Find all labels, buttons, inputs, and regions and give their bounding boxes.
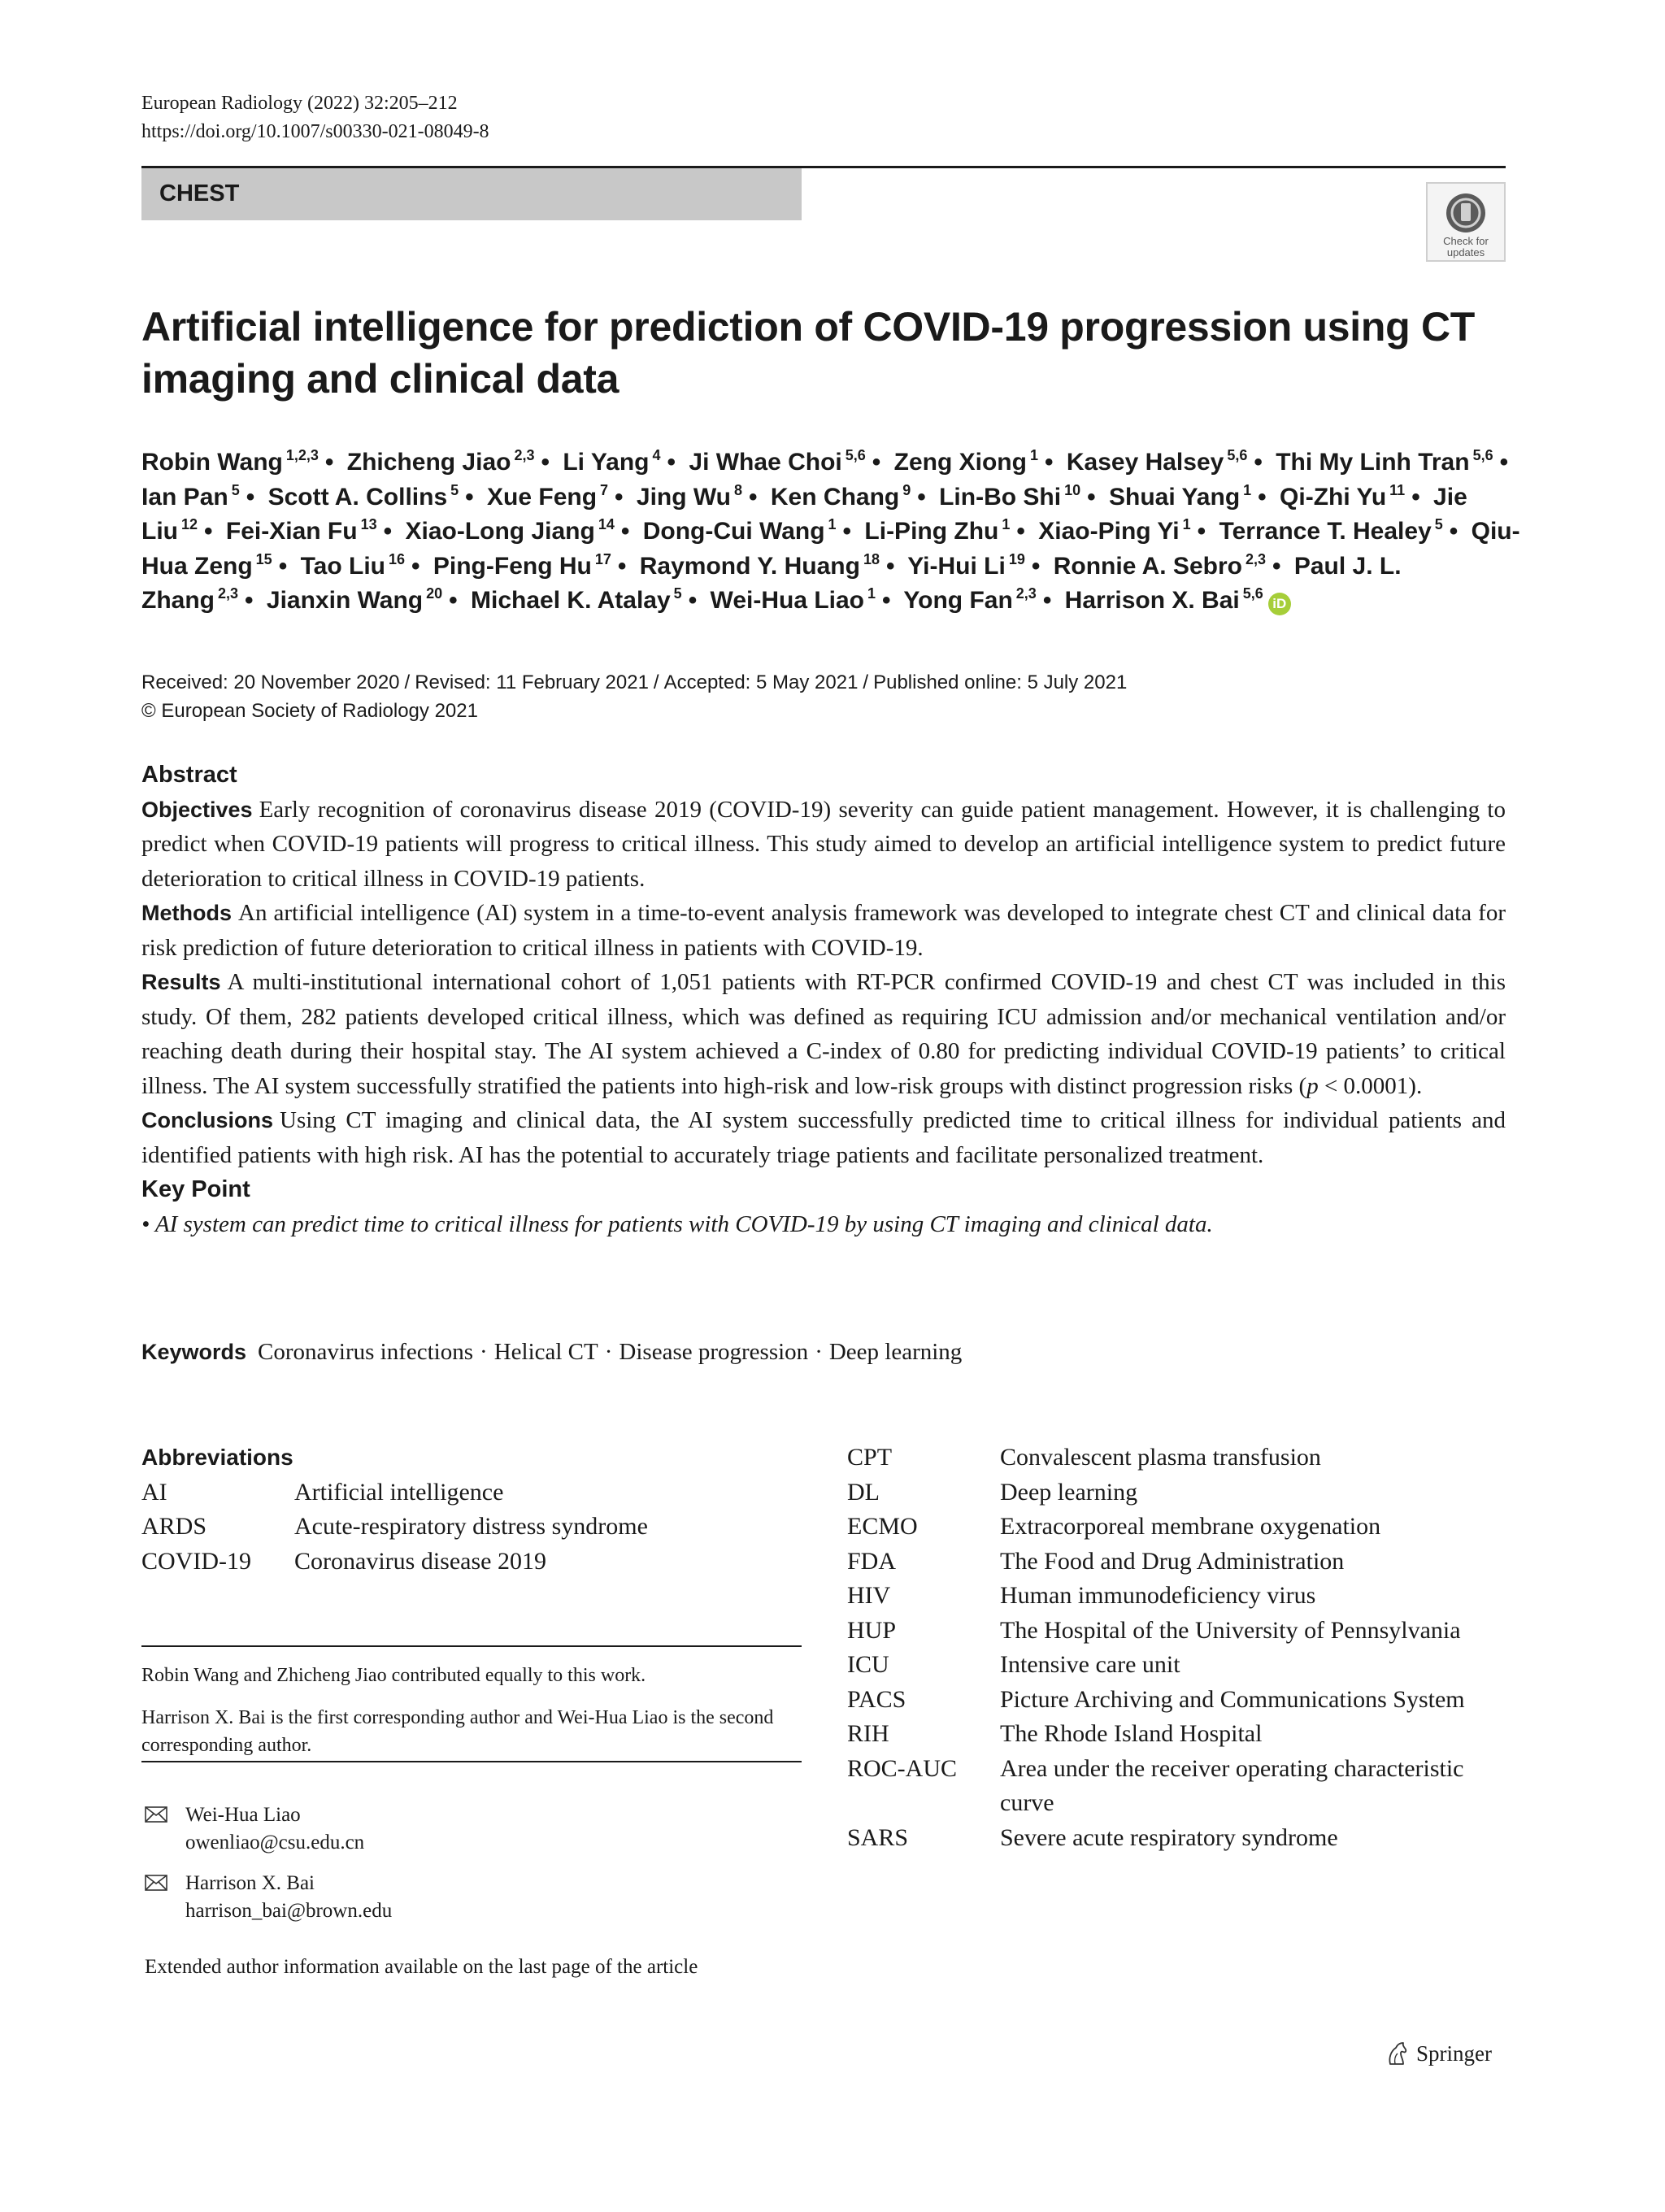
abbreviations-left bbox=[141, 1441, 808, 1579]
envelope-icon bbox=[145, 1806, 167, 1823]
abbreviation-definition: Area under the receiver operating characteristic curve bbox=[1000, 1754, 1464, 1816]
author-affiliation: 5,6 bbox=[1242, 585, 1263, 602]
springer-horse-icon bbox=[1384, 2040, 1411, 2067]
abstract bbox=[141, 758, 1506, 1241]
author-affiliation: 5,6 bbox=[1227, 447, 1248, 463]
author-separator: • bbox=[204, 518, 213, 545]
doi-link[interactable]: https://doi.org/10.1007/s00330-021-08049-8 bbox=[141, 121, 489, 142]
author-affiliation: 1 bbox=[867, 585, 876, 602]
keyword-separator: · bbox=[604, 1339, 613, 1365]
abbreviation-row bbox=[847, 1752, 1506, 1821]
author-separator: • bbox=[449, 587, 458, 615]
journal-citation bbox=[141, 89, 489, 146]
abbreviation-term: RIH bbox=[847, 1720, 889, 1747]
author-affiliation: 2,3 bbox=[1245, 550, 1266, 567]
abbreviation-row bbox=[847, 1441, 1506, 1475]
revised-date: Revised: 11 February 2021 bbox=[415, 671, 649, 693]
check-for-updates-text: Check for updates bbox=[1443, 235, 1489, 259]
keyword: Deep learning bbox=[828, 1339, 963, 1365]
author-separator: • bbox=[411, 552, 420, 580]
author-name: Jing Wu bbox=[636, 483, 732, 511]
copyright-notice: © European Society of Radiology 2021 bbox=[141, 700, 478, 722]
author-list bbox=[141, 445, 1524, 619]
author-separator: • bbox=[324, 449, 334, 476]
keyword-separator: · bbox=[480, 1339, 488, 1365]
abbreviation-term: SARS bbox=[847, 1823, 909, 1851]
author-name: Li Yang bbox=[563, 449, 650, 476]
author-separator: • bbox=[1031, 552, 1041, 580]
abbreviation-definition: Coronavirus disease 2019 bbox=[294, 1547, 546, 1575]
author-name: Ping-Feng Hu bbox=[433, 552, 592, 580]
abstract-objectives: Objectives Early recognition of coronavirus disease 2019 (COVID-19) severity can guide patient management. However, it is challenging to predict when COVID-19 patients will progress to critical illness. This study aimed to develop an artificial intelligence system to predict future deterioration to critical illness in COVID-19 patients. bbox=[141, 796, 1506, 892]
author-name: Jianxin Wang bbox=[266, 587, 424, 615]
abbreviations-heading: Abbreviations bbox=[141, 1445, 293, 1470]
contact-name: Wei-Hua Liao bbox=[185, 1804, 301, 1826]
abbreviation-term: CPT bbox=[847, 1444, 893, 1471]
author-name: Ken Chang bbox=[770, 483, 900, 511]
author-separator: • bbox=[620, 518, 630, 545]
author-separator: • bbox=[541, 449, 550, 476]
author-separator: • bbox=[1042, 587, 1052, 615]
author-name: Li-Ping Zhu bbox=[864, 518, 999, 545]
author-affiliation: 2,3 bbox=[218, 585, 239, 602]
author-affiliation: 17 bbox=[594, 550, 611, 567]
author-affiliation: 1 bbox=[1002, 516, 1011, 533]
article-title: Artificial intelligence for prediction of COVID-19 progression using CT imaging and clinical data bbox=[141, 304, 1476, 402]
journal-line: European Radiology (2022) 32:205–212 bbox=[141, 93, 458, 114]
author-affiliation: 1,2,3 bbox=[285, 447, 319, 463]
author-affiliation: 2,3 bbox=[514, 447, 535, 463]
author-affiliation: 5,6 bbox=[1472, 447, 1493, 463]
keyword: Helical CT bbox=[493, 1339, 598, 1365]
footnote-rule-top bbox=[141, 1645, 802, 1647]
author-separator: • bbox=[1044, 449, 1054, 476]
author-name: Qi-Zhi Yu bbox=[1280, 483, 1387, 511]
abstract-heading: Abstract bbox=[141, 762, 237, 788]
author-separator: • bbox=[278, 552, 288, 580]
author-affiliation: 7 bbox=[600, 481, 609, 498]
author-affiliation: 1 bbox=[1029, 447, 1038, 463]
author-separator: • bbox=[617, 552, 627, 580]
abbreviation-row bbox=[847, 1683, 1506, 1718]
abbreviations-right bbox=[847, 1441, 1506, 1855]
author-separator: • bbox=[917, 483, 926, 511]
author-separator: • bbox=[383, 518, 393, 545]
author-name: Yi-Hui Li bbox=[907, 552, 1006, 580]
abbreviation-term: PACS bbox=[847, 1685, 906, 1713]
author-name: Ian Pan bbox=[141, 483, 228, 511]
author-affiliation: 8 bbox=[734, 481, 743, 498]
abbreviation-definition: Picture Archiving and Communications System bbox=[1000, 1685, 1465, 1713]
author-separator: • bbox=[667, 449, 676, 476]
abbreviation-term: ROC-AUC bbox=[847, 1754, 958, 1782]
abbreviation-row bbox=[141, 1510, 808, 1545]
key-point-heading: Key Point bbox=[141, 1176, 250, 1202]
keywords-label: Keywords bbox=[141, 1340, 247, 1364]
abbreviation-term: DL bbox=[847, 1478, 880, 1506]
author-separator: • bbox=[1449, 518, 1459, 545]
author-name: Shuai Yang bbox=[1108, 483, 1241, 511]
author-name: Thi My Linh Tran bbox=[1276, 449, 1470, 476]
author-name: Wei-Hua Liao bbox=[710, 587, 865, 615]
abbreviation-definition: Deep learning bbox=[1000, 1478, 1138, 1506]
author-separator: • bbox=[1272, 552, 1281, 580]
extended-author-info: Extended author information available on the last page of the article bbox=[145, 1956, 698, 1978]
abstract-methods: Methods An artificial intelligence (AI) system in a time-to-event analysis framework was developed to integrate chest CT and clinical data for risk prediction of future deterioration to critical illness in patients with COVID-19. bbox=[141, 900, 1506, 961]
author-affiliation: 1 bbox=[1182, 516, 1191, 533]
abbreviation-definition: Intensive care unit bbox=[1000, 1651, 1180, 1678]
author-name: Michael K. Atalay bbox=[471, 587, 671, 615]
author-separator: • bbox=[885, 552, 895, 580]
author-affiliation: 5 bbox=[450, 481, 459, 498]
keyword-separator: · bbox=[815, 1339, 823, 1365]
author-separator: • bbox=[1197, 518, 1206, 545]
author-affiliation: 12 bbox=[181, 516, 198, 533]
abbreviation-definition: The Hospital of the University of Pennsylvania bbox=[1000, 1616, 1461, 1644]
abbreviation-row bbox=[847, 1510, 1506, 1545]
abbreviation-term: HUP bbox=[847, 1616, 897, 1644]
author-name: Paul J. L. Zhang bbox=[141, 552, 1402, 615]
check-for-updates-badge[interactable] bbox=[1426, 182, 1506, 262]
author-separator: • bbox=[245, 587, 254, 615]
author-affiliation: 15 bbox=[255, 550, 272, 567]
abbreviation-term: ICU bbox=[847, 1651, 889, 1678]
abbreviation-term: AI bbox=[141, 1478, 167, 1506]
author-separator: • bbox=[882, 587, 891, 615]
author-affiliation: 5 bbox=[673, 585, 682, 602]
abbreviation-definition: Extracorporeal membrane oxygenation bbox=[1000, 1513, 1381, 1540]
author-affiliation: 9 bbox=[902, 481, 911, 498]
author-affiliation: 19 bbox=[1008, 550, 1025, 567]
envelope-icon bbox=[145, 1875, 167, 1891]
section-bar bbox=[141, 168, 802, 220]
author-separator: • bbox=[688, 587, 698, 615]
author-name: Kasey Halsey bbox=[1066, 449, 1224, 476]
abstract-results: Results A multi-institutional international cohort of 1,051 patients with RT-PCR confirmed COVID-19 and chest CT was included in this study. Of them, 282 patients developed critical illness, which was defined as requiring ICU admission and/or mechanical ventilation and/or reaching death during their hospital stay. The AI system achieved a C-index of 0.80 for predicting individual COVID-19 patients’ to critical illness. The AI system successfully stratified the patients into high-risk and low-risk groups with distinct progression risks (p < 0.0001). bbox=[141, 969, 1506, 1099]
key-point-text: • AI system can predict time to critical illness for patients with COVID-19 by using CT imaging and clinical data. bbox=[141, 1210, 1213, 1237]
published-date: Published online: 5 July 2021 bbox=[873, 671, 1128, 693]
keywords bbox=[141, 1335, 962, 1369]
abbreviation-row bbox=[847, 1614, 1506, 1649]
abbreviation-term: ARDS bbox=[141, 1513, 207, 1540]
article-dates: Received: 20 November 2020 / Revised: 11 February 2021 / Accepted: 5 May 2021 / Published online: 5 July 2021 © European Society of Radiology 2021 bbox=[141, 668, 1127, 725]
abbreviation-definition: Acute-respiratory distress syndrome bbox=[294, 1513, 648, 1540]
author-name: Xiao-Ping Yi bbox=[1038, 518, 1180, 545]
author-affiliation: 18 bbox=[863, 550, 880, 567]
author-name: Ronnie A. Sebro bbox=[1053, 552, 1242, 580]
keyword: Coronavirus infections bbox=[258, 1339, 474, 1365]
author-name: Harrison X. Bai bbox=[1064, 587, 1240, 615]
abbreviation-row bbox=[847, 1545, 1506, 1580]
author-name: Dong-Cui Wang bbox=[642, 518, 825, 545]
author-affiliation: 10 bbox=[1064, 481, 1081, 498]
abbreviation-term: FDA bbox=[847, 1547, 897, 1575]
abbreviation-row bbox=[141, 1545, 808, 1580]
contact-email[interactable]: harrison_bai@brown.edu bbox=[185, 1900, 393, 1922]
author-name: Terrance T. Healey bbox=[1219, 518, 1432, 545]
author-separator: • bbox=[749, 483, 758, 511]
footnote-rule-bottom bbox=[141, 1761, 802, 1762]
author-separator: • bbox=[1087, 483, 1096, 511]
author-affiliation: 16 bbox=[389, 550, 406, 567]
abbreviation-definition: Convalescent plasma transfusion bbox=[1000, 1444, 1321, 1471]
abbreviation-definition: The Food and Drug Administration bbox=[1000, 1547, 1345, 1575]
author-affiliation: 2,3 bbox=[1015, 585, 1037, 602]
abbreviation-term: ECMO bbox=[847, 1513, 918, 1540]
author-affiliation: 20 bbox=[426, 585, 443, 602]
contact-liao bbox=[141, 1801, 802, 1857]
author-separator: • bbox=[1499, 449, 1509, 476]
author-name: Xiao-Long Jiang bbox=[405, 518, 595, 545]
author-name: Qiu-Hua Zeng bbox=[141, 518, 1520, 580]
abbreviation-row bbox=[847, 1579, 1506, 1614]
author-name: Robin Wang bbox=[141, 449, 283, 476]
abbreviation-row bbox=[141, 1475, 808, 1510]
author-affiliation: 14 bbox=[598, 516, 615, 533]
author-name: Zhicheng Jiao bbox=[346, 449, 511, 476]
received-date: Received: 20 November 2020 bbox=[141, 671, 400, 693]
author-separator: • bbox=[246, 483, 255, 511]
author-affiliation: 1 bbox=[828, 516, 837, 533]
author-name: Fei-Xian Fu bbox=[225, 518, 358, 545]
author-separator: • bbox=[872, 449, 881, 476]
section-label: CHEST bbox=[159, 180, 240, 206]
abbreviation-row bbox=[847, 1648, 1506, 1683]
author-affiliation: 11 bbox=[1389, 481, 1406, 498]
publisher-name: Springer bbox=[1416, 2041, 1492, 2066]
abbreviation-row bbox=[847, 1821, 1506, 1856]
abbreviation-definition: Severe acute respiratory syndrome bbox=[1000, 1823, 1338, 1851]
author-name: Ji Whae Choi bbox=[689, 449, 842, 476]
author-affiliation: 5 bbox=[1434, 516, 1443, 533]
contact-name: Harrison X. Bai bbox=[185, 1872, 315, 1894]
author-separator: • bbox=[1016, 518, 1025, 545]
abbreviation-row bbox=[847, 1717, 1506, 1752]
orcid-icon[interactable]: iD bbox=[1268, 593, 1291, 615]
keyword: Disease progression bbox=[619, 1339, 809, 1365]
author-separator: • bbox=[842, 518, 852, 545]
abbreviation-row bbox=[847, 1475, 1506, 1510]
abbreviation-definition: The Rhode Island Hospital bbox=[1000, 1720, 1263, 1747]
keywords-list bbox=[258, 1339, 962, 1365]
author-name: Scott A. Collins bbox=[267, 483, 448, 511]
author-affiliation: 5,6 bbox=[845, 447, 866, 463]
equal-contribution-note: Robin Wang and Zhicheng Jiao contributed equally to this work. bbox=[141, 1665, 646, 1686]
author-name: Jie Liu bbox=[141, 483, 1467, 545]
author-name: Lin-Bo Shi bbox=[939, 483, 1062, 511]
contact-bai bbox=[141, 1870, 802, 1925]
abbreviation-definition: Human immunodeficiency virus bbox=[1000, 1582, 1316, 1609]
accepted-date: Accepted: 5 May 2021 bbox=[663, 671, 859, 693]
abbreviation-term: HIV bbox=[847, 1582, 891, 1609]
contact-email[interactable]: owenliao@csu.edu.cn bbox=[185, 1832, 365, 1853]
author-separator: • bbox=[615, 483, 624, 511]
author-affiliation: 1 bbox=[1243, 481, 1252, 498]
corresponding-author-note: Harrison X. Bai is the first corresponding author and Wei-Hua Liao is the second corresponding author. bbox=[141, 1707, 774, 1756]
abbreviation-term: COVID-19 bbox=[141, 1547, 251, 1575]
author-separator: • bbox=[1258, 483, 1267, 511]
author-name: Xue Feng bbox=[487, 483, 598, 511]
author-separator: • bbox=[1411, 483, 1420, 511]
author-affiliation: 4 bbox=[652, 447, 661, 463]
author-name: Raymond Y. Huang bbox=[639, 552, 860, 580]
abbreviation-definition: Artificial intelligence bbox=[294, 1478, 504, 1506]
author-affiliation: 5 bbox=[231, 481, 240, 498]
author-name: Tao Liu bbox=[300, 552, 385, 580]
author-separator: • bbox=[1254, 449, 1263, 476]
author-name: Yong Fan bbox=[903, 587, 1013, 615]
author-name: Zeng Xiong bbox=[893, 449, 1027, 476]
author-affiliation: 13 bbox=[360, 516, 377, 533]
check-for-updates-icon bbox=[1445, 192, 1487, 234]
publisher-logo bbox=[1384, 2039, 1492, 2068]
author-separator: • bbox=[465, 483, 474, 511]
abstract-conclusions: Conclusions Using CT imaging and clinical data, the AI system successfully predicted time to critical illness for individual patients and identified patients with high risk. AI has the potential to accurately triage patients and facilitate personalized treatment. bbox=[141, 1107, 1506, 1168]
